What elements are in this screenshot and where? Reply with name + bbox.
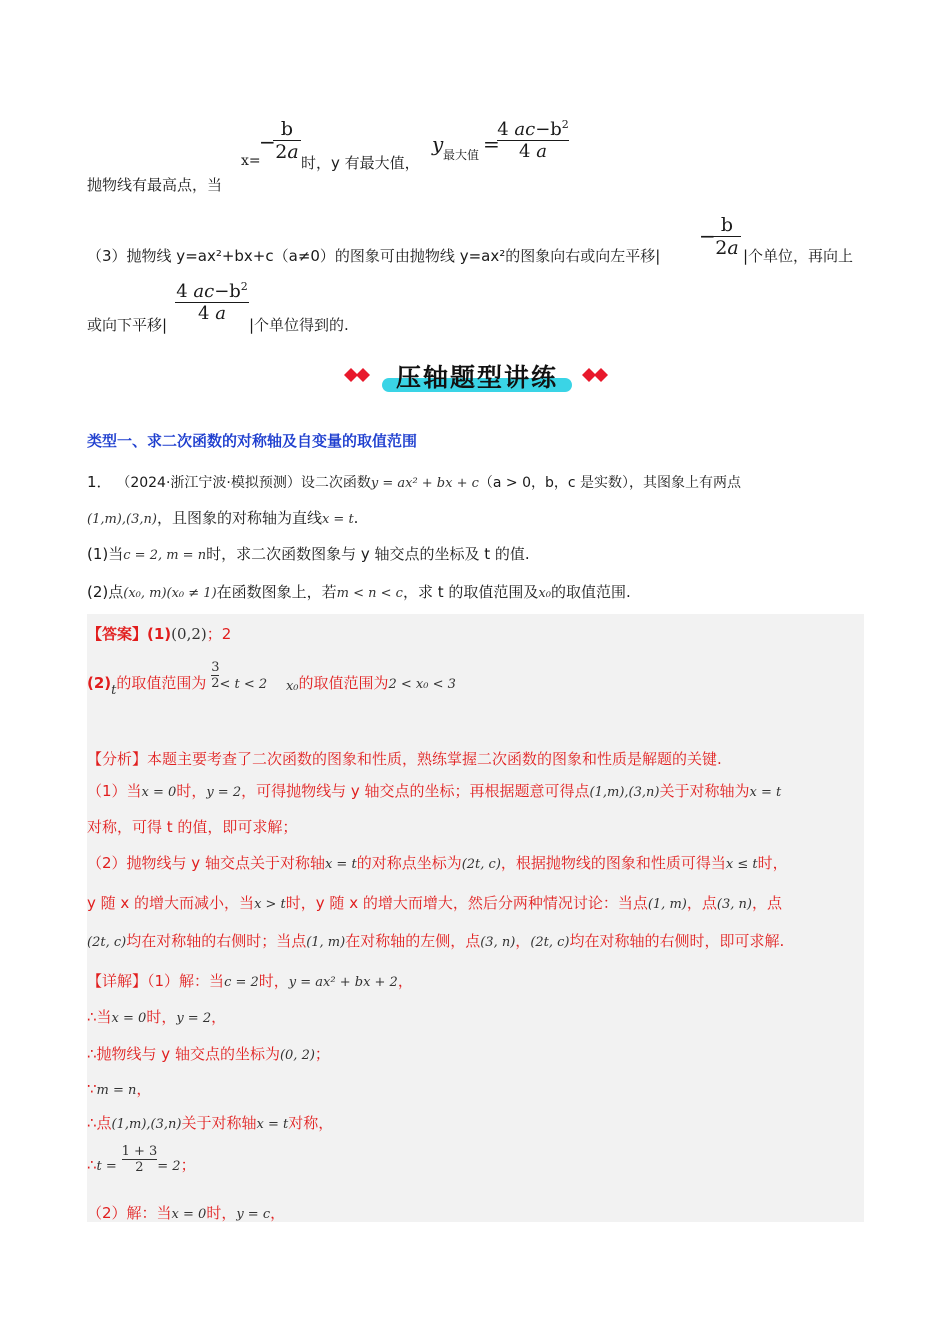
detail-line6: ∴t = $\frac{1 + 3}{2}$ = 2；	[87, 1144, 196, 1175]
item3-text4: |个单位得到的.	[249, 316, 349, 334]
right-diamond-icon	[582, 368, 596, 382]
answer-fraction: $\frac{3}{2}$	[211, 660, 220, 691]
detail-line4: ∵m = n，	[87, 1080, 152, 1098]
shift-h-fraction: b 2a	[713, 214, 741, 259]
detail-line3: ∴抛物线与 y 轴交点的坐标为(0, 2)；	[87, 1045, 330, 1063]
ymax-fraction	[497, 118, 569, 162]
banner-title: 压轴题型讲练	[395, 363, 558, 392]
shift-h-neg: −	[699, 224, 716, 248]
analysis-line2: 对称，可得 t 的值，即可求解；	[87, 818, 298, 836]
item3-text3: 或向下平移|	[87, 316, 168, 334]
frac-num-b: b	[280, 118, 294, 140]
neg-sign: −	[259, 130, 276, 154]
question-line2: (1,m),(3,n)，且图象的对称轴为直线x = t.	[87, 509, 359, 527]
answer-line2: (2)t的取值范围为 $\frac{3}{2}$ < t < 2 x₀的取值范围为2 < x₀ < 3	[87, 660, 456, 698]
question-line1: 1． （2024·浙江宁波·模拟预测）设二次函数y = ax² + bx + c（a > 0，b，c 是实数），其图象上有两点	[87, 473, 742, 491]
answer-line1: 【答案】(1)(0,2)；2	[87, 625, 232, 643]
ymax-den: 4 a	[497, 140, 569, 162]
detail-fraction: $\frac{1 + 3}{2}$	[121, 1144, 158, 1175]
analysis-line1: （1）当x = 0时，y = 2，可得抛物线与 y 轴交点的坐标；再根据题意可得点(1,m),(3,n)关于对称轴为x = t	[87, 782, 782, 800]
section-heading: 类型一、求二次函数的对称轴及自变量的取值范围	[87, 432, 418, 450]
item3-block	[87, 212, 877, 337]
when-y-max-text: 时，y 有最大值，	[301, 154, 420, 172]
vertex-x-fraction	[273, 118, 301, 163]
right-diamond-icon-2	[594, 368, 608, 382]
frac-den: 2a	[273, 140, 301, 163]
left-diamond-icon-2	[356, 368, 370, 382]
equals-sign: =	[483, 132, 500, 156]
question-part1: (1)当c = 2, m = n时，求二次函数图象与 y 轴交点的坐标及 t 的值.	[87, 545, 530, 563]
left-diamond-icon	[344, 368, 358, 382]
detail-line5: ∴点(1,m),(3,n)关于对称轴x = t对称，	[87, 1114, 334, 1132]
analysis-line3: （2）抛物线与 y 轴交点关于对称轴x = t的对称点坐标为(2t, c)，根据抛物线的图象和性质可得当x ≤ t时，	[87, 854, 788, 872]
ymax-subscript: 最大值	[443, 148, 480, 162]
y-symbol: y	[432, 132, 444, 156]
shift-v-fraction: 4 $ac-b^2$ 4 a	[176, 280, 248, 324]
detail-line7: （2）解：当x = 0时，y = c，	[87, 1204, 286, 1222]
detail-line2: ∴当x = 0时，y = 2，	[87, 1008, 227, 1026]
item3-text1: （3）抛物线 y=ax²+bx+c（a≠0）的图象可由抛物线 y=ax²的图象向右或向左平移|	[87, 247, 661, 265]
analysis-intro: 【分析】本题主要考查了二次函数的图象和性质，熟练掌握二次函数的图象和性质是解题的关键.	[87, 750, 722, 768]
top-formula-block	[87, 112, 867, 202]
item3-text2: |个单位，再向上	[743, 247, 854, 265]
analysis-line4: y 随 x 的增大而减小，当x > t时，y 随 x 的增大而增大，然后分两种情况讨论：当点(1, m)，点(3, n)，点	[87, 894, 782, 912]
ymax-num: 4 $ac-b^2$	[497, 118, 569, 140]
analysis-line5: (2t, c)均在对称轴的右侧时；当点(1, m)在对称轴的左侧，点(3, n)，(2t, c)均在对称轴的右侧时，即可求解.	[87, 932, 785, 950]
section-banner	[334, 354, 618, 398]
question-part2: (2)点(x₀, m)(x₀ ≠ 1)在函数图象上，若m < n < c，求 t 的取值范围及x₀的取值范围.	[87, 583, 631, 601]
detail-line1: 【详解】（1）解：当c = 2时，y = ax² + bx + 2，	[87, 972, 413, 990]
line1-prefix: 抛物线有最高点，当	[87, 176, 223, 194]
x-equals: x=	[241, 153, 261, 169]
